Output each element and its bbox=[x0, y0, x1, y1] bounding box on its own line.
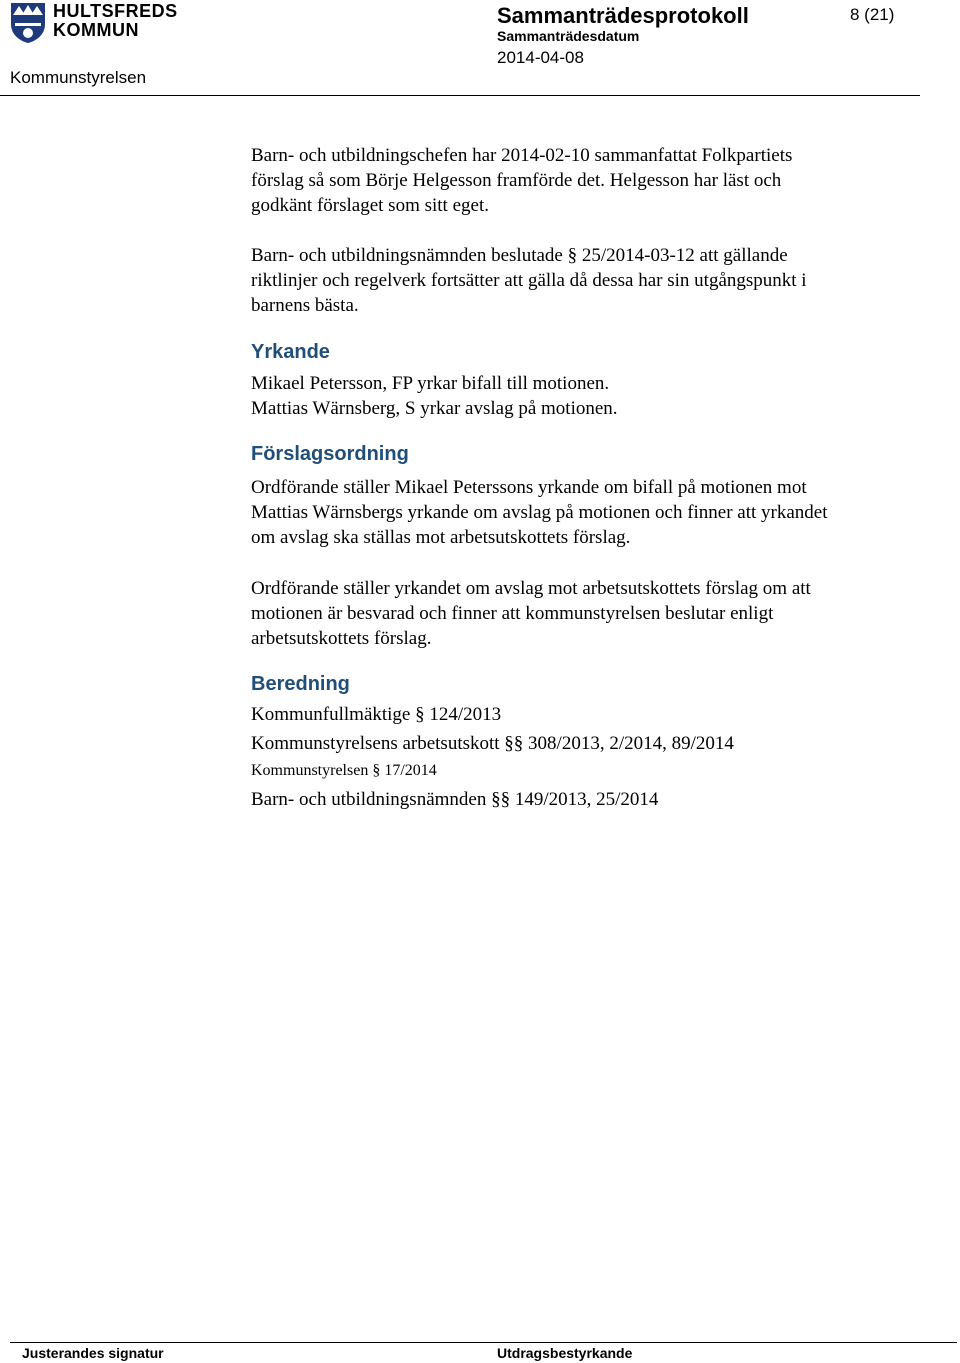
text-line: förslag så som Börje Helgesson framförde det. Helgesson har läst och bbox=[251, 170, 782, 191]
municipality-logo bbox=[10, 2, 178, 44]
heading-forslagsordning: Förslagsordning bbox=[251, 443, 409, 465]
footer-divider bbox=[10, 1342, 957, 1343]
reference-line: Kommunfullmäktige § 124/2013 bbox=[251, 704, 502, 725]
coat-of-arms-icon bbox=[10, 2, 46, 44]
meeting-date-label: Sammanträdesdatum bbox=[497, 28, 640, 44]
text-line: Barn- och utbildningschefen har 2014-02-10 sammanfattat Folkpartiets bbox=[251, 145, 793, 166]
logo-wordmark bbox=[53, 2, 178, 40]
text-line: om avslag ska ställas mot arbetsutskottets förslag. bbox=[251, 527, 631, 548]
text-line: Mikael Petersson, FP yrkar bifall till motionen. bbox=[251, 373, 610, 394]
extract-certification-label: Utdragsbestyrkande bbox=[497, 1345, 633, 1361]
signature-label: Justerandes signatur bbox=[22, 1345, 164, 1361]
paragraph-forslag-2 bbox=[251, 576, 811, 651]
logo-line-1: HULTSFREDS bbox=[53, 1, 178, 21]
organisation-name: Kommunstyrelsen bbox=[10, 68, 147, 87]
document-title: Sammanträdesprotokoll bbox=[497, 3, 749, 28]
meeting-date: 2014-04-08 bbox=[497, 48, 584, 67]
text-line: Mattias Wärnsbergs yrkande om avslag på motionen och finner att yrkandet bbox=[251, 502, 828, 523]
text-line: riktlinjer och regelverk fortsätter att gälla då dessa har sin utgångspunkt i bbox=[251, 270, 807, 291]
text-line: godkänt förslaget som sitt eget. bbox=[251, 195, 489, 216]
text-line: Barn- och utbildningsnämnden beslutade § 25/2014-03-12 att gällande bbox=[251, 245, 788, 266]
header-divider bbox=[0, 95, 920, 96]
heading-beredning: Beredning bbox=[251, 673, 350, 695]
text-line: motionen är besvarad och finner att kommunstyrelsen beslutar enligt bbox=[251, 603, 774, 624]
reference-line: Kommunstyrelsens arbetsutskott §§ 308/2013, 2/2014, 89/2014 bbox=[251, 733, 734, 754]
text-line: barnens bästa. bbox=[251, 295, 359, 316]
text-line: arbetsutskottets förslag. bbox=[251, 628, 432, 649]
paragraph-yrkande bbox=[251, 371, 618, 421]
paragraph-decision bbox=[251, 243, 807, 318]
reference-line: Barn- och utbildningsnämnden §§ 149/2013, 25/2014 bbox=[251, 789, 659, 810]
text-line: Ordförande ställer Mikael Peterssons yrkande om bifall på motionen mot bbox=[251, 477, 807, 498]
logo-line-2: KOMMUN bbox=[53, 20, 139, 40]
text-line: Mattias Wärnsberg, S yrkar avslag på motionen. bbox=[251, 398, 618, 419]
heading-yrkande: Yrkande bbox=[251, 341, 330, 363]
paragraph-background bbox=[251, 143, 792, 218]
text-line: Ordförande ställer yrkandet om avslag mot arbetsutskottets förslag om att bbox=[251, 578, 811, 599]
page-number: 8 (21) bbox=[850, 5, 895, 24]
paragraph-forslag-1 bbox=[251, 475, 828, 550]
reference-line: Kommunstyrelsen § 17/2014 bbox=[251, 762, 437, 779]
